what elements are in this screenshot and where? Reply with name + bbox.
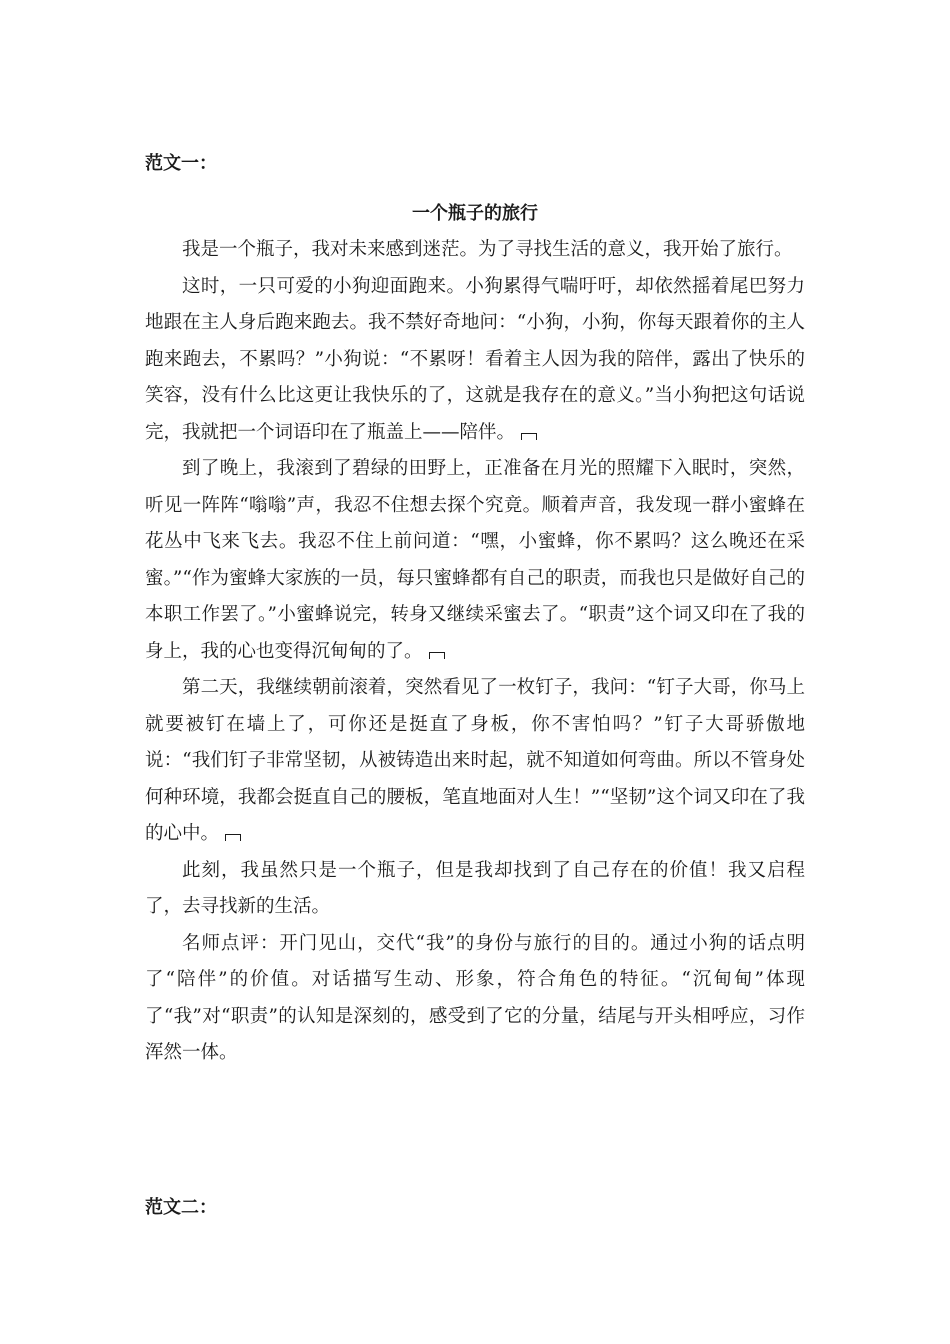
paragraph-text: 名师点评：开门见山，交代“我”的身份与旅行的目的。通过小狗的话点明了“陪伴”的价值。对话描写生动、形象，符合角色的特征。“沉甸甸”体现了“我”对“职责”的认知是深刻的，感受到了它的分量，结尾与开头相呼应，习作浑然一体。 (145, 932, 805, 1063)
paragraph-text: 这时，一只可爱的小狗迎面跑来。小狗累得气喘吁吁，却依然摇着尾巴努力地跟在主人身后跑来跑去。我不禁好奇地问：“小狗，小狗，你每天跟着你的主人跑来跑去，不累吗？”小狗说：“不累呀！看着主人因为我的陪伴，露出了快乐的笑容，没有什么比这更让我快乐的了，这就是我存在的意义。”当小狗把这句话说完，我就把一个词语印在了瓶盖上——陪伴。 (145, 275, 805, 443)
paragraph-text: 第二天，我继续朝前滚着，突然看见了一枚钉子，我问：“钉子大哥，你马上就要被钉在墙上了，可你还是挺直了身板，你不害怕吗？”钉子大哥骄傲地说：“我们钉子非常坚韧，从被铸造出来时起，就不知道如何弯曲。所以不管身处何种环境，我都会挺直自己的腰板，笔直地面对人生！”“坚韧”这个词又印在了我的心中。 (145, 677, 805, 844)
section-label-one: 范文一： (145, 153, 217, 174)
paragraph-end-mark-icon (429, 652, 445, 659)
paragraph-text: 我是一个瓶子，我对未来感到迷茫。为了寻找生活的意义，我开始了旅行。 (182, 239, 793, 260)
section-label-two: 范文二： (145, 1197, 217, 1218)
paragraph-bees (145, 451, 805, 670)
paragraph-intro (145, 232, 805, 269)
paragraph-conclusion (145, 853, 805, 926)
paragraph-text: 此刻，我虽然只是一个瓶子，但是我却找到了自己存在的价值！我又启程了，去寻找新的生活。 (145, 859, 805, 917)
paragraph-text: 到了晚上，我滚到了碧绿的田野上，正准备在月光的照耀下入眠时，突然，听见一阵阵“嗡嗡”声，我忍不住想去探个究竟。顺着声音，我发现一群小蜜蜂在花丛中飞来飞去。我忍不住上前问道：“嘿，小蜜蜂，你不累吗？这么晚还在采蜜。”“作为蜜蜂大家族的一员，每只蜜蜂都有自己的职责，而我也只是做好自己的本职工作罢了。”小蜜蜂说完，转身又继续采蜜去了。“职责”这个词又印在了我的身上，我的心也变得沉甸甸的了。 (145, 458, 805, 662)
paragraph-end-mark-icon (225, 834, 241, 841)
paragraph-nail (145, 670, 805, 853)
paragraph-end-mark-icon (521, 433, 537, 440)
essay-body (145, 232, 805, 1072)
paragraph-puppy (145, 269, 805, 452)
paragraph-teacher-comment (145, 926, 805, 1072)
essay-title: 一个瓶子的旅行 (412, 203, 538, 224)
